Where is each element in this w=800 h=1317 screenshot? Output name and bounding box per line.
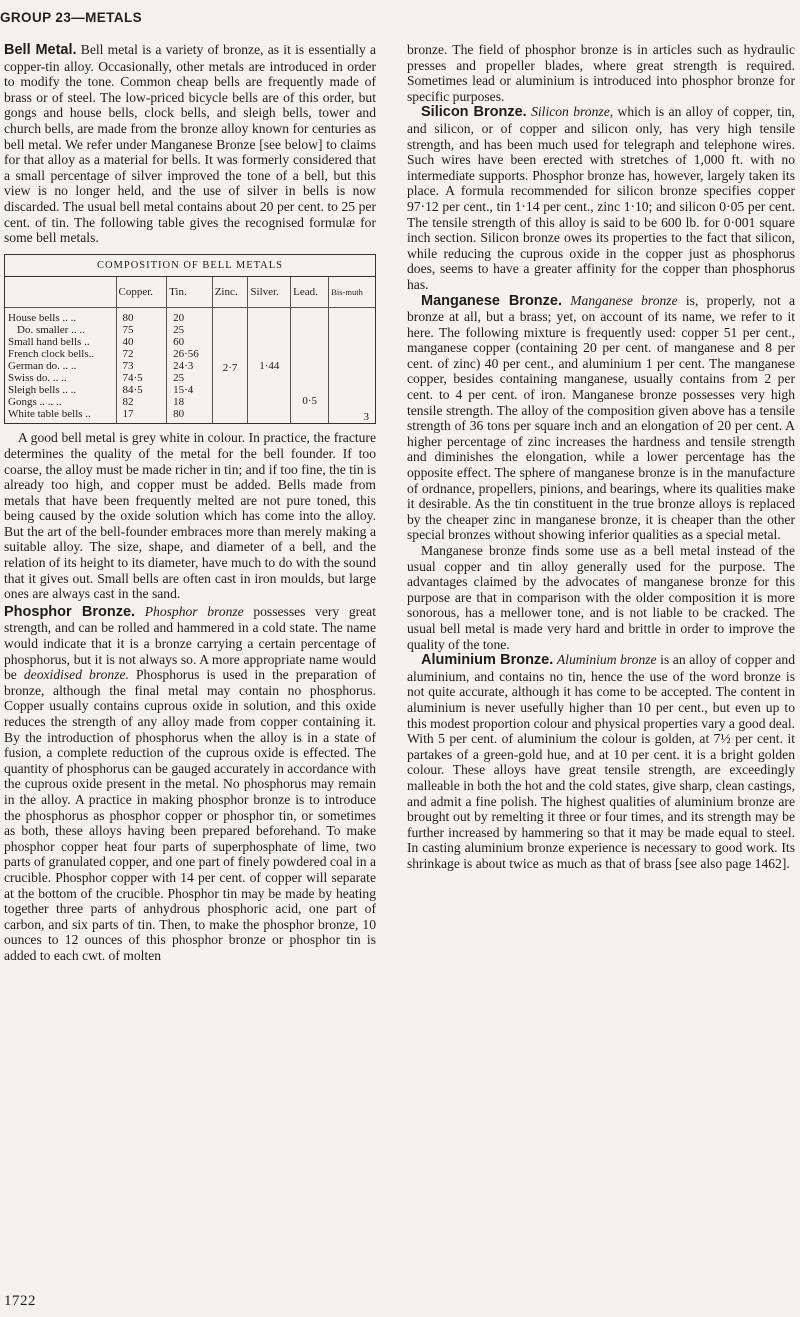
bismuth-value: 3: [363, 411, 369, 424]
aluminium-bronze-alias: Aluminium bronze: [556, 652, 657, 668]
copper-value: 75: [116, 324, 167, 336]
copper-value: 84·5: [116, 384, 167, 396]
tin-value: 15·4: [167, 384, 213, 396]
left-column: [4, 42, 376, 964]
phosphor-bronze-heading: Phosphor Bronze.: [4, 603, 136, 620]
manganese-bell-paragraph: Manganese bronze finds some use as a bell metal instead of the usual copper and tin alloy generally used for the purpose. The advantages claimed by the advocates of manganese bronze for this purpose are that in comparison with the older composition it is more sonorous, has a mellower tone, and is not liable to be cracked. The usual bell metal is made very hard and brittle in order to improve the quality of the tone.: [407, 543, 795, 652]
tin-value: 18: [167, 396, 213, 408]
copper-value: 74·5: [116, 372, 167, 384]
page-number: 1722: [4, 1293, 36, 1309]
phosphor-bronze-continuation: bronze. The field of phosphor bronze is in articles such as hydraulic presses and propeller blades, where great strength is required. Sometimes lead or aluminium is introduced into phosphor bronze for specific purposes.: [407, 42, 795, 104]
column-header-silver: Silver.: [248, 277, 291, 308]
row-name: Small hand bells ..: [5, 336, 116, 348]
composition-table-grid: [5, 277, 375, 423]
tin-value: 25: [167, 372, 213, 384]
phosphor-bronze-alias: Phosphor bronze: [144, 603, 244, 619]
lead-value: 0·5: [291, 308, 329, 424]
phosphor-bronze-text: possesses very great strength, and can be rolled and hammered in a cold state. The name would indicate that it is a bronze carrying a certain percentage of phosphorus, but it is not always so. A more appropriate name would be: [4, 603, 376, 683]
bell-metal-quality-paragraph: A good bell metal is grey white in colour. In practice, the fracture determines the quality of the metal for the bell founder. If too coarse, the alloy must be made richer in tin; and if too fine, the tin is already too high, and copper must be added. Bells made from metals that have been frequently melted are not pure toned, this being caused by the oxide solution which has come into the alloy. But the art of the bell-founder embraces more than merely making a suitable alloy. The size, shape, and diameter of a bell, and the relation of its height to its diameter, have much to do with the sound that it gives out. Small bells are often cast in iron moulds, but large ones are always cast in the sand.: [4, 430, 376, 602]
row-name: French clock bells..: [5, 348, 116, 360]
column-header-lead: Lead.: [291, 277, 329, 308]
column-header-bismuth: Bis-muth: [329, 277, 375, 308]
aluminium-bronze-text: is an alloy of copper and aluminium, and contains no tin, hence the use of the word bronze is not quite accurate, although it has come to be accepted. The content in aluminium is never usefully higher than 10 per cent., but even up to this modest proportion colour and physical properties vary a good deal. With 5 per cent. of aluminium the colour is golden, at 7½ per cent. it partakes of a green-gold hue, and at 10 per cent. it is a bright golden colour. These alloys have great tensile strength, are exceedingly malleable in both the hot and the cold states, give sharp, clean castings, and admit a fine polish. The highest qualities of aluminium bronze are brought out by remelting it three or four times, and its strength may be further increased by hammering so that it may be made equal to steel. In casting aluminium bronze experience is necessary to good work. Its shrinkage is about twice as much as that of brass [see also page 1462].: [407, 652, 796, 871]
column-header-tin: Tin.: [167, 277, 213, 308]
copper-value: 82: [116, 396, 167, 408]
tin-value: 20: [167, 308, 213, 325]
tin-value: 24·3: [167, 360, 213, 372]
phosphor-bronze-paragraph: [4, 604, 376, 964]
silicon-bronze-paragraph: [407, 104, 795, 292]
aluminium-bronze-paragraph: [407, 652, 795, 871]
table-caption: COMPOSITION OF BELL METALS: [5, 255, 375, 278]
deoxidised-bronze-term: deoxidised bronze.: [23, 667, 129, 683]
row-name: German do. .. ..: [5, 360, 116, 372]
manganese-bronze-heading: Manganese Bronze.: [421, 292, 562, 309]
manganese-bronze-alias: Manganese bronze: [570, 292, 678, 308]
row-name: House bells .. ..: [5, 308, 116, 325]
bell-metal-intro: Bell metal is a variety of bronze, as it is essentially a copper-tin alloy. Occasionally, other metals are introduced in order to modify the tone. Common cheap bells are frequently made of brass or of steel. The low-priced bicycle bells are of this order, but gongs and house bells, clock bells, and sleigh bells, tower and church bells, are made from the bronze alloy known for centuries as bell metal. We refer under Manganese Bronze [see below] to claims for that alloy as a material for bells. It was formerly considered that a small percentage of silver improved the tone of a bell, but this view is no longer held, and the use of silver in bells is now discarded. The usual bell metal contains about 20 per cent. to 25 per cent. of tin. The following table gives the recognised formulæ for some bell metals.: [4, 42, 377, 246]
row-name: Sleigh bells .. ..: [5, 384, 116, 396]
tin-value: 26·56: [167, 348, 213, 360]
table-corner-cell: [5, 277, 116, 308]
silver-value: 1·44: [248, 308, 291, 424]
silicon-bronze-alias: Silicon bronze,: [531, 104, 614, 120]
row-name: Do. smaller .. ..: [5, 324, 116, 336]
row-name: Gongs .. .. ..: [5, 396, 116, 408]
tin-value: 60: [167, 336, 213, 348]
row-name: White table bells ..: [5, 408, 116, 423]
copper-value: 73: [116, 360, 167, 372]
bell-metal-heading: Bell Metal.: [4, 42, 77, 58]
manganese-bronze-text: is, properly, not a bronze at all, but a brass; yet, on account of its name, we refer to it here. The following mixture is frequently used: copper 51 per cent., manganese copper (containing 20 per cent. of manganese and 8 per cent. of zinc) 40 per cent., and aluminium 1 per cent. The manganese copper, besides containing manganese, usually contains from 2 per cent. to 4 per cent. of iron. Manganese bronze possesses very high tensile strength. The alloy of the composition given above has a tensile strength of 36 tons per square inch and an elongation of 20 per cent. A higher percentage of zinc increases the hardness and tensile strength and diminishes the elongation, while a lower percentage has the opposite effect. The sphere of manganese bronze is in the manufacture of ordnance, propellers, pinions, and bearings, where its qualities make it desirable. As the tin constituent in the true bronze alloys is replaced by the cheaper zinc in manganese bronze, it is cheaper than the other special bronzes without showing inferior qualities as a special metal.: [407, 292, 795, 543]
column-header-copper: Copper.: [116, 277, 167, 308]
copper-value: 80: [116, 308, 167, 325]
tin-value: 25: [167, 324, 213, 336]
right-column: [407, 42, 795, 871]
row-name: Swiss do. .. ..: [5, 372, 116, 384]
manganese-bronze-paragraph: [407, 293, 795, 544]
column-header-zinc: Zinc.: [212, 277, 248, 308]
tin-value: 80: [167, 408, 213, 423]
copper-value: 72: [116, 348, 167, 360]
phosphor-bronze-text-continued: Phosphorus is used in the preparation of bronze, although the final metal may contain no phosphorus. Copper usually contains cuprous oxide in solution, and this oxide reduces the strength of any alloy made from copper containing it. By the introduction of phosphorus when the alloy is in a state of fusion, a complete reduction of the cuprous oxide is effected. The quantity of phosphorus can be gauged accurately in accordance with the cuprous oxide present in the metal. No phosphorus may remain in the alloy. A practice in making phosphor bronze is to introduce the phosphorus as phosphor copper or phosphor tin, or sometimes as both, these alloys having been prepared beforehand. To make phosphor copper heat four parts of superphosphate of lime, two parts of granulated copper, and one part of finely powdered coal in a crucible. Phosphor copper with 14 per cent. of copper will separate at the bottom of the crucible. Phosphor tin may be made by heating together three parts of anhydrous phosphoric acid, one part of carbon, and six parts of tin. Then, to make the phosphor bronze, 10 ounces to 12 ounces of this phosphor bronze or phosphor tin is added to each cwt. of molten: [4, 667, 377, 963]
zinc-value: 2·7: [212, 308, 248, 424]
silicon-bronze-heading: Silicon Bronze.: [421, 104, 527, 121]
copper-value: 17: [116, 408, 167, 423]
composition-table: [4, 254, 376, 425]
running-header: GROUP 23—METALS: [0, 10, 143, 25]
bell-metal-paragraph: [4, 42, 376, 246]
table-row: [5, 308, 375, 325]
copper-value: 40: [116, 336, 167, 348]
silicon-bronze-text: which is an alloy of copper, tin, and silicon, or of copper and silicon only, has very high tensile strength, and has been much used for telegraph and telephone wires. Such wires have been erected with stretches of 1,000 ft. with no intermediate supports. Phosphor bronze has, however, largely taken its place. A formula recommended for silicon bronze specifies copper 97·12 per cent., tin 1·14 per cent., zinc 1·10; and silicon 0·05 per cent. The tensile strength of this alloy is said to be 600 lb. for 0·001 square inch section. Silicon bronze owes its properties to the fact that silicon, while reducing the cuprous oxide in the copper just as phosphorus does, seems to have a greater affinity for the copper than phosphorus has.: [407, 104, 795, 292]
aluminium-bronze-heading: Aluminium Bronze.: [421, 652, 554, 669]
